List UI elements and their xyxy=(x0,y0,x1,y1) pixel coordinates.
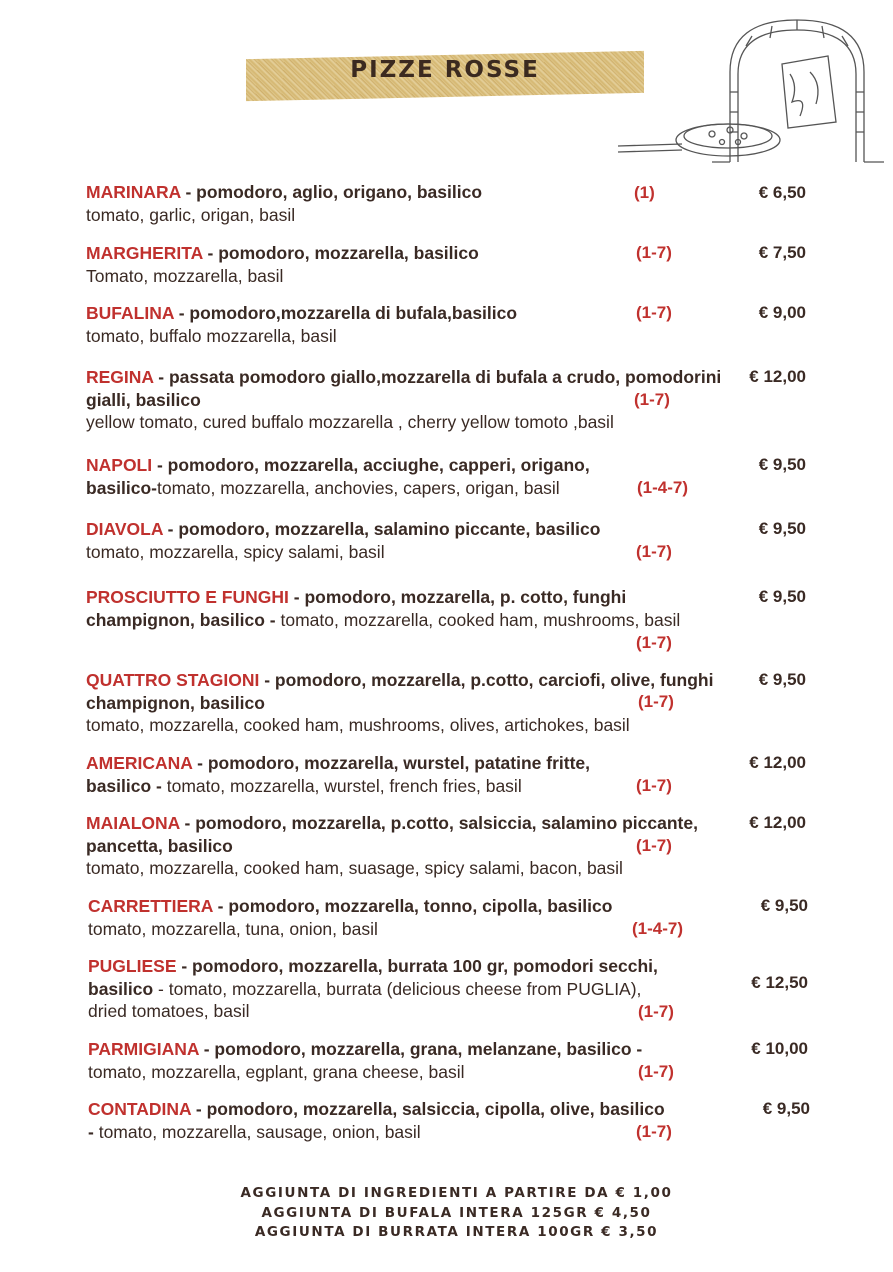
price: € 9,50 xyxy=(758,587,806,606)
menu-item-maialona: MAIALONA - pomodoro, mozzarella, p.cotto, salsiccia, salamino piccante, pancetta, basilico tomato, mozzarella, cooked ham, suasage, spicy salami, bacon, basil xyxy=(86,813,698,878)
menu-item-americana: AMERICANA - pomodoro, mozzarella, wurstel, patatine fritte, basilico - tomato, mozzarella, wurstel, french fries, basil xyxy=(86,753,590,796)
allergen-code: (1-7) xyxy=(638,1002,674,1021)
footer-note-ingredients: AGGIUNTA DI INGREDIENTI A PARTIRE DA € 1,00 xyxy=(240,1185,673,1201)
allergen-code: (1-7) xyxy=(636,1122,672,1141)
allergen-code: (1-7) xyxy=(636,542,672,561)
menu-item-bufalina: BUFALINA - pomodoro,mozzarella di bufala,basilico tomato, buffalo mozzarella, basil xyxy=(86,303,518,346)
menu-item-parmigiana: PARMIGIANA - pomodoro, mozzarella, grana, melanzane, basilico - tomato, mozzarella, egplant, grana cheese, basil xyxy=(88,1039,643,1082)
price: € 9,50 xyxy=(760,896,808,915)
price: € 12,00 xyxy=(749,367,806,386)
price: € 12,00 xyxy=(749,753,806,772)
menu-item-marinara: MARINARA - pomodoro, aglio, origano, basilico tomato, garlic, origan, basil xyxy=(86,182,483,225)
allergen-code: (1) xyxy=(634,183,655,202)
allergen-code: (1-7) xyxy=(636,836,672,855)
price: € 6,50 xyxy=(758,183,806,202)
menu-item-quattro-stagioni: QUATTRO STAGIONI - pomodoro, mozzarella, p.cotto, carciofi, olive, funghi champignon, basilico tomato, mozzarella, cooked ham, mushrooms, olives, artichokes, basil xyxy=(86,670,714,735)
allergen-code: (1-7) xyxy=(636,243,672,262)
menu-item-margherita: MARGHERITA - pomodoro, mozzarella, basilico Tomato, mozzarella, basil xyxy=(86,243,479,286)
menu-item-carrettiera: CARRETTIERA - pomodoro, mozzarella, tonno, cipolla, basilico tomato, mozzarella, tuna, onion, basil xyxy=(88,896,613,939)
allergen-code: (1-7) xyxy=(636,633,672,652)
menu-item-regina: REGINA - passata pomodoro giallo,mozzarella di bufala a crudo, pomodorini gialli, basilico yellow tomato, cured buffalo mozzarella , cherry yellow tomoto ,basil xyxy=(86,367,722,432)
footer-note-burrata: AGGIUNTA DI BURRATA INTERA 100GR € 3,50 xyxy=(254,1224,659,1240)
allergen-code: (1-7) xyxy=(636,776,672,795)
allergen-code: (1-7) xyxy=(634,390,670,409)
price: € 12,50 xyxy=(751,973,808,992)
menu-item-napoli: NAPOLI - pomodoro, mozzarella, acciughe, capperi, origano, basilico-tomato, mozzarella, anchovies, capers, origan, basil xyxy=(86,455,590,498)
allergen-code: (1-7) xyxy=(638,692,674,711)
price: € 9,50 xyxy=(758,455,806,474)
pizza-oven-illustration xyxy=(612,12,884,172)
price: € 9,00 xyxy=(758,303,806,322)
allergen-code: (1-4-7) xyxy=(632,919,684,938)
allergen-code: (1-7) xyxy=(636,303,672,322)
price: € 9,50 xyxy=(758,519,806,538)
price: € 7,50 xyxy=(758,243,806,262)
allergen-code: (1-4-7) xyxy=(637,478,689,497)
price: € 9,50 xyxy=(758,670,806,689)
menu-item-diavola: DIAVOLA - pomodoro, mozzarella, salamino piccante, basilico tomato, mozzarella, spicy salami, basil xyxy=(86,519,601,562)
page-title: PIZZE ROSSE xyxy=(350,57,540,83)
menu-item-contadina: CONTADINA - pomodoro, mozzarella, salsiccia, cipolla, olive, basilico - tomato, mozzarella, sausage, onion, basil xyxy=(88,1099,665,1142)
price: € 10,00 xyxy=(751,1039,808,1058)
footer-note-bufala: AGGIUNTA DI BUFALA INTERA 125GR € 4,50 xyxy=(261,1205,652,1221)
menu-item-pugliese: PUGLIESE - pomodoro, mozzarella, burrata 100 gr, pomodori secchi, basilico - tomato, mozzarella, burrata (delicious cheese from PUGLIA), dried tomatoes, basil xyxy=(88,956,658,1021)
price: € 9,50 xyxy=(762,1099,810,1118)
price: € 12,00 xyxy=(749,813,806,832)
allergen-code: (1-7) xyxy=(638,1062,674,1081)
menu-item-prosciutto-e-funghi: PROSCIUTTO E FUNGHI - pomodoro, mozzarella, p. cotto, funghi champignon, basilico - tomato, mozzarella, cooked ham, mushrooms, basil xyxy=(86,587,681,630)
